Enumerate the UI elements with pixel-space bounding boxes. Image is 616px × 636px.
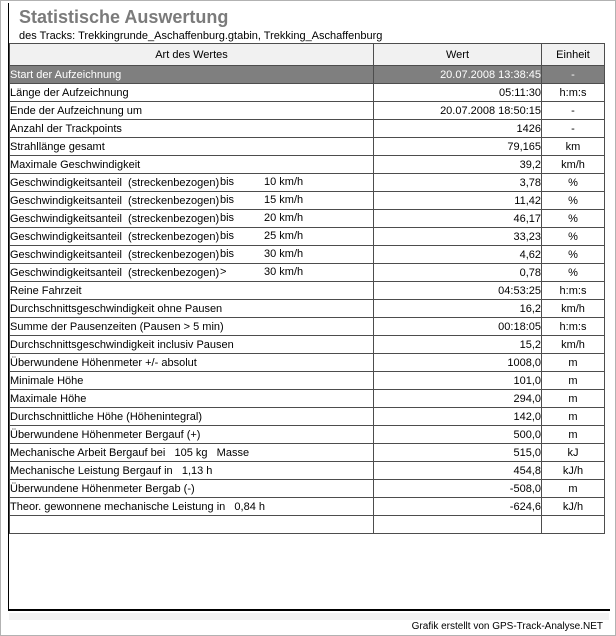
- row-label-cell: Geschwindigkeitsanteil (streckenbezogen) > 30 km/h: [10, 264, 374, 282]
- row-label-cell: Summe der Pausenzeiten (Pausen > 5 min): [10, 318, 374, 336]
- table-row: [10, 390, 605, 408]
- row-label-cell: Strahllänge gesamt: [10, 138, 374, 156]
- row-label-cell: [10, 516, 374, 534]
- table-row: [10, 192, 605, 210]
- row-label-cell: Geschwindigkeitsanteil (streckenbezogen) bis 30 km/h: [10, 246, 374, 264]
- row-label-cell: Theor. gewonnene mechanische Leistung in 0,84 h: [10, 498, 374, 516]
- row-label-cell: Mechanische Arbeit Bergauf bei 105 kg Masse: [10, 444, 374, 462]
- row-wert-cell: 0,78: [374, 264, 542, 282]
- row-wert-cell: 04:53:25: [374, 282, 542, 300]
- table-row: [10, 246, 605, 264]
- row-einheit-cell: m: [542, 480, 605, 498]
- row-wert-cell: 1426: [374, 120, 542, 138]
- row-einheit-cell: %: [542, 228, 605, 246]
- row-wert-cell: -508,0: [374, 480, 542, 498]
- row-label-cell: Maximale Höhe: [10, 390, 374, 408]
- row-wert-cell: 46,17: [374, 210, 542, 228]
- row-label-cell: Anzahl der Trackpoints: [10, 120, 374, 138]
- row-wert-cell: 39,2: [374, 156, 542, 174]
- table-row: [10, 318, 605, 336]
- row-wert-cell: 05:11:30: [374, 84, 542, 102]
- page-title: Statistische Auswertung: [19, 7, 229, 27]
- header-einheit: Einheit: [542, 44, 605, 66]
- row-einheit-cell: h:m:s: [542, 318, 605, 336]
- row-wert-cell: 20.07.2008 18:50:15: [374, 102, 542, 120]
- row-einheit-cell: -: [542, 102, 605, 120]
- row-wert-cell: 15,2: [374, 336, 542, 354]
- row-label-cell: Geschwindigkeitsanteil (streckenbezogen) bis 10 km/h: [10, 174, 374, 192]
- row-einheit-cell: m: [542, 390, 605, 408]
- row-label-cell: Mechanische Leistung Bergauf in 1,13 h: [10, 462, 374, 480]
- table-row: [10, 120, 605, 138]
- row-wert-cell: 1008,0: [374, 354, 542, 372]
- bottom-strip: [9, 613, 609, 620]
- table-row: [10, 498, 605, 516]
- table-row: [10, 426, 605, 444]
- row-einheit-cell: %: [542, 174, 605, 192]
- table-row: [10, 156, 605, 174]
- row-einheit-cell: m: [542, 426, 605, 444]
- row-einheit-cell: kJ/h: [542, 498, 605, 516]
- table-row: [10, 408, 605, 426]
- row-einheit-cell: m: [542, 372, 605, 390]
- row-wert-cell: 33,23: [374, 228, 542, 246]
- table-row: [10, 480, 605, 498]
- row-wert-cell: 101,0: [374, 372, 542, 390]
- row-einheit-cell: kJ: [542, 444, 605, 462]
- row-label-cell: Geschwindigkeitsanteil (streckenbezogen) bis 25 km/h: [10, 228, 374, 246]
- row-einheit-cell: %: [542, 210, 605, 228]
- row-einheit-cell: km/h: [542, 156, 605, 174]
- row-label-cell: Minimale Höhe: [10, 372, 374, 390]
- row-einheit-cell: km/h: [542, 336, 605, 354]
- table-row: [10, 516, 605, 534]
- row-einheit-cell: %: [542, 192, 605, 210]
- row-wert-cell: 500,0: [374, 426, 542, 444]
- table-row: [10, 138, 605, 156]
- row-wert-cell: 294,0: [374, 390, 542, 408]
- footer-credit: Grafik erstellt von GPS-Track-Analyse.NET: [411, 621, 603, 632]
- row-label-cell: Reine Fahrzeit: [10, 282, 374, 300]
- table-row: [10, 354, 605, 372]
- row-wert-cell: 515,0: [374, 444, 542, 462]
- table-header-row: [10, 44, 605, 66]
- row-label-cell: Überwundene Höhenmeter Bergab (-): [10, 480, 374, 498]
- row-einheit-cell: h:m:s: [542, 84, 605, 102]
- header-wert: Wert: [374, 44, 542, 66]
- row-einheit-cell: -: [542, 120, 605, 138]
- row-wert-cell: 20.07.2008 13:38:45: [374, 66, 542, 84]
- row-einheit-cell: -: [542, 66, 605, 84]
- row-wert-cell: 11,42: [374, 192, 542, 210]
- row-label-cell: Durchschnittsgeschwindigkeit inclusiv Pausen: [10, 336, 374, 354]
- table-row: [10, 210, 605, 228]
- row-wert-cell: 16,2: [374, 300, 542, 318]
- table-row: [10, 300, 605, 318]
- row-label-cell: Durchschnittliche Höhe (Höhenintegral): [10, 408, 374, 426]
- row-label-cell: Start der Aufzeichnung: [10, 66, 374, 84]
- row-wert-cell: 79,165: [374, 138, 542, 156]
- row-wert-cell: [374, 516, 542, 534]
- row-einheit-cell: %: [542, 264, 605, 282]
- table-row: [10, 66, 605, 84]
- table-row: [10, 102, 605, 120]
- table-row: [10, 84, 605, 102]
- row-wert-cell: 00:18:05: [374, 318, 542, 336]
- row-einheit-cell: [542, 516, 605, 534]
- table-row: [10, 336, 605, 354]
- row-wert-cell: 142,0: [374, 408, 542, 426]
- statistics-table: [9, 43, 605, 534]
- row-einheit-cell: m: [542, 408, 605, 426]
- row-wert-cell: -624,6: [374, 498, 542, 516]
- row-label-cell: Durchschnittsgeschwindigkeit ohne Pausen: [10, 300, 374, 318]
- table-row: [10, 264, 605, 282]
- table-row: [10, 462, 605, 480]
- row-label-cell: Geschwindigkeitsanteil (streckenbezogen) bis 20 km/h: [10, 210, 374, 228]
- row-wert-cell: 4,62: [374, 246, 542, 264]
- row-label-cell: Überwundene Höhenmeter +/- absolut: [10, 354, 374, 372]
- row-label-cell: Länge der Aufzeichnung: [10, 84, 374, 102]
- row-einheit-cell: km: [542, 138, 605, 156]
- row-label-cell: Ende der Aufzeichnung um: [10, 102, 374, 120]
- table-row: [10, 372, 605, 390]
- row-einheit-cell: %: [542, 246, 605, 264]
- row-wert-cell: 454,8: [374, 462, 542, 480]
- row-wert-cell: 3,78: [374, 174, 542, 192]
- row-einheit-cell: m: [542, 354, 605, 372]
- row-label-cell: Überwundene Höhenmeter Bergauf (+): [10, 426, 374, 444]
- table-row: [10, 228, 605, 246]
- row-label-cell: Maximale Geschwindigkeit: [10, 156, 374, 174]
- track-subtitle: des Tracks: Trekkingrunde_Aschaffenburg.gtabin, Trekking_Aschaffenburg: [19, 30, 383, 42]
- table-row: [10, 282, 605, 300]
- row-einheit-cell: h:m:s: [542, 282, 605, 300]
- table-row: [10, 174, 605, 192]
- row-label-cell: Geschwindigkeitsanteil (streckenbezogen) bis 15 km/h: [10, 192, 374, 210]
- row-einheit-cell: kJ/h: [542, 462, 605, 480]
- table-row: [10, 444, 605, 462]
- header-art-des-wertes: Art des Wertes: [10, 44, 374, 66]
- row-einheit-cell: km/h: [542, 300, 605, 318]
